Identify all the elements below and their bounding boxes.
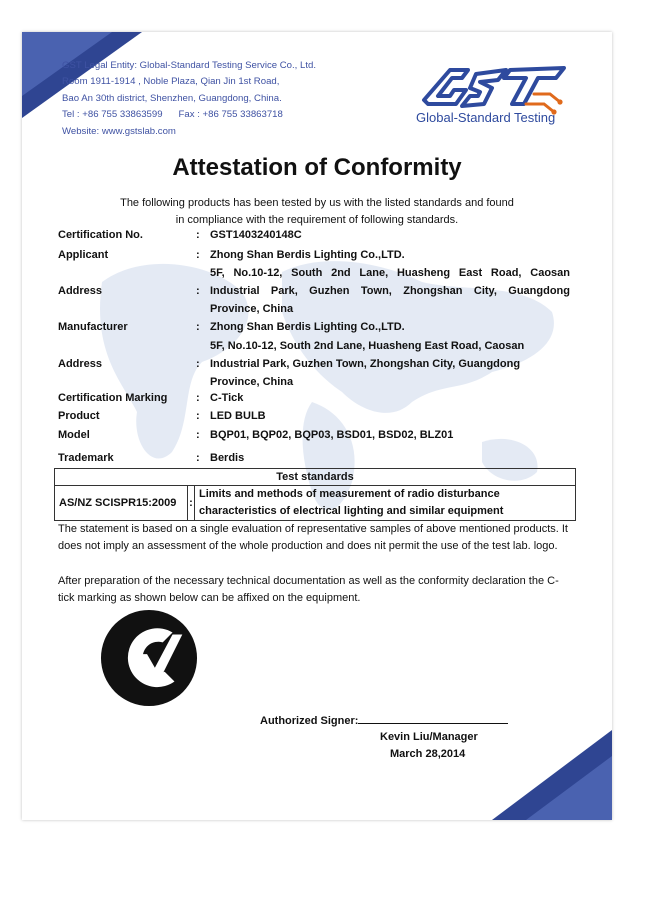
- manufacturer-address-colon: :: [196, 358, 200, 370]
- certificate-sheet: [22, 32, 612, 820]
- product-value: LED BULB: [210, 410, 266, 422]
- model-label: Model: [58, 429, 90, 441]
- signer-name: Kevin Liu/Manager: [380, 731, 478, 743]
- issuer-address-line-2: Bao An 30th district, Shenzhen, Guangdong, China.: [62, 92, 282, 104]
- bottom-right-corner-decoration: [492, 730, 612, 820]
- applicant-colon: :: [196, 249, 200, 261]
- authorized-signer: [260, 712, 508, 727]
- standard-code: AS/NZ SCISPR15:2009: [55, 486, 188, 521]
- c-tick-mark-icon: [100, 609, 198, 707]
- cert-no-value: GST1403240148C: [210, 229, 302, 241]
- model-value: BQP01, BQP02, BQP03, BSD01, BSD02, BLZ01: [210, 429, 454, 441]
- statement-paragraph-2: After preparation of the necessary technical documentation as well as the conformity declaration the C-tick marking as shown below can be affixed on the equipment.: [58, 575, 559, 604]
- intro-text: [22, 195, 612, 228]
- intro-line-1: The following products has been tested by us with the listed standards and found: [120, 197, 514, 209]
- document-title: Attestation of Conformity: [172, 154, 462, 181]
- trademark-value: Berdis: [210, 452, 245, 464]
- test-standards-table: [54, 468, 576, 521]
- cert-no-colon: :: [196, 229, 200, 241]
- product-label: Product: [58, 410, 100, 422]
- intro-line-2: in compliance with the requirement of following standards.: [175, 213, 459, 226]
- trademark-colon: :: [196, 452, 200, 464]
- signature-date: March 28,2014: [390, 748, 466, 760]
- marking-value: C-Tick: [210, 392, 244, 404]
- authorized-signer-label: Authorized Signer:: [260, 715, 359, 727]
- manufacturer-label: Manufacturer: [58, 321, 128, 333]
- signature-line: [358, 712, 508, 724]
- marking-label: Certification Marking: [58, 392, 168, 404]
- trademark-label: Trademark: [58, 452, 114, 464]
- applicant-address-value: 5F, No.10-12, South 2nd Lane, Huasheng East Road, Caosan Industrial Park, Guzhen Town, Zhongshan City, Guangdong Province, China: [210, 267, 570, 315]
- table-row: [55, 486, 576, 521]
- product-colon: :: [196, 410, 200, 422]
- manufacturer-address-label: Address: [58, 358, 103, 370]
- gst-logo-text: Global-Standard Testing: [416, 110, 556, 125]
- issuer-address-line-1: Room 1911-1914 , Noble Plaza, Qian Jin 1st Road,: [62, 76, 280, 88]
- applicant-address-label: Address: [58, 285, 103, 297]
- applicant-label: Applicant: [58, 249, 109, 261]
- issuer-website: Website: www.gstslab.com: [62, 125, 176, 137]
- standard-description: Limits and methods of measurement of radio disturbance characteristics of electrical lighting and similar equipment: [195, 486, 576, 521]
- manufacturer-colon: :: [196, 321, 200, 333]
- issuer-contact-block: [62, 58, 316, 140]
- applicant-value: Zhong Shan Berdis Lighting Co.,LTD.: [210, 249, 405, 261]
- manufacturer-value: Zhong Shan Berdis Lighting Co.,LTD.: [210, 321, 405, 333]
- test-standards-header: Test standards: [55, 469, 576, 486]
- applicant-address-colon: :: [196, 285, 200, 297]
- table-header-row: [55, 469, 576, 486]
- manufacturer-address-value: 5F, No.10-12, South 2nd Lane, Huasheng East Road, Caosan Industrial Park, Guzhen Town, Zhongshan City, Guangdong Province, China: [210, 340, 525, 388]
- marking-colon: :: [196, 392, 200, 404]
- issuer-legal-entity: GST Legal Entity: Global-Standard Testing Service Co., Ltd.: [62, 60, 317, 71]
- cert-no-label: Certification No.: [58, 229, 143, 241]
- issuer-phone-fax: Tel : +86 755 33863599 Fax : +86 755 33863718: [62, 109, 283, 121]
- model-colon: :: [196, 429, 200, 441]
- standard-colon: :: [188, 486, 195, 521]
- statement-paragraph-1: The statement is based on a single evaluation of representative samples of above mentioned products. It does not imply an assessment of the whole production and does nit permit the use of the test lab. logo.: [58, 523, 568, 552]
